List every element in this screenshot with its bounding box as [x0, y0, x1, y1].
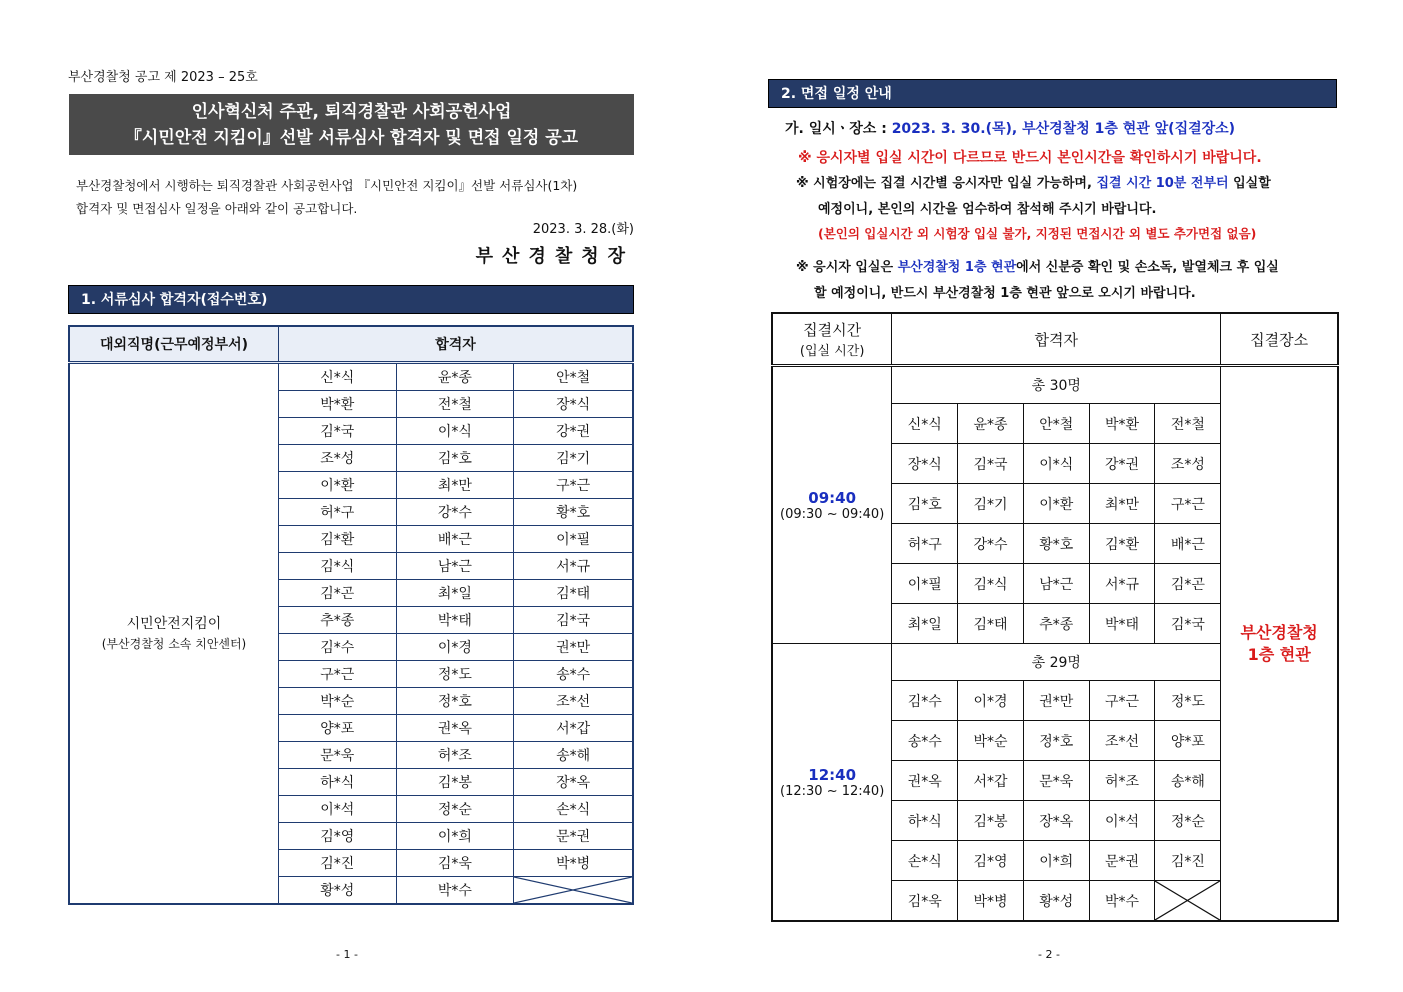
- passer-cell: 김*곤: [279, 580, 397, 607]
- passer-cell: 하*식: [892, 801, 958, 841]
- passer-cell: 양*포: [279, 715, 397, 742]
- title-line-2: 『시민안전 지킴이』선발 서류심사 합격자 및 면접 일정 공고: [124, 128, 579, 148]
- passer-cell: 정*도: [396, 661, 514, 688]
- note1-part-d: 예정이니, 본인의 시간을 엄수하여 참석해 주시기 바랍니다.: [818, 202, 1157, 217]
- col-place-header: 집결장소: [1221, 313, 1338, 366]
- group-count: 총 30명: [892, 366, 1221, 404]
- note1-part-c: 입실할: [1233, 176, 1271, 191]
- passer-cell: 손*식: [514, 796, 633, 823]
- time-cell: [772, 644, 892, 922]
- passer-cell: 이*경: [396, 634, 514, 661]
- note1-part-b: 집결 시간 10분 전부터: [1096, 176, 1229, 191]
- passer-cell: 강*권: [1089, 444, 1155, 484]
- passer-cell: 남*근: [1023, 564, 1089, 604]
- passer-cell: 문*권: [514, 823, 633, 850]
- passer-cell: 허*조: [1089, 761, 1155, 801]
- passer-cell: 전*철: [1155, 404, 1221, 444]
- passer-cell: 권*옥: [396, 715, 514, 742]
- passer-cell: 이*환: [279, 472, 397, 499]
- passer-cell: 송*해: [514, 742, 633, 769]
- passer-cell: 김*환: [279, 526, 397, 553]
- passer-cell: 강*수: [396, 499, 514, 526]
- passer-cell: 김*진: [279, 850, 397, 877]
- intro-text: [76, 174, 636, 220]
- section1-heading: 1. 서류심사 합격자(접수번호): [68, 285, 634, 314]
- signature: 부산경찰청장: [475, 246, 634, 267]
- passer-cell: 황*호: [514, 499, 633, 526]
- org-sub: (부산경찰청 소속 치안센터): [101, 636, 247, 651]
- title-line-1: 인사혁신처 주관, 퇴직경찰관 사회공헌사업: [191, 102, 512, 122]
- passer-cell: 최*만: [396, 472, 514, 499]
- passer-cell: 송*수: [892, 721, 958, 761]
- passer-cell: 김*국: [279, 418, 397, 445]
- passer-cell: 김*국: [958, 444, 1024, 484]
- passer-cell: 박*순: [279, 688, 397, 715]
- intro-line-2: 합격자 및 면접심사 일정을 아래와 같이 공고합니다.: [76, 201, 358, 216]
- passer-cell: 신*식: [279, 363, 397, 391]
- passer-cell: 송*해: [1155, 761, 1221, 801]
- assembly-time: 12:40: [808, 765, 857, 784]
- passer-cell: 박*순: [958, 721, 1024, 761]
- passer-cell: 이*경: [958, 681, 1024, 721]
- place-line-2: 1층 현관: [1247, 644, 1311, 664]
- title-box: [69, 94, 634, 155]
- empty-cell-cross: [514, 877, 632, 903]
- note2-part-d: 할 예정이니, 반드시 부산경찰청 1층 현관 앞으로 오시기 바랍니다.: [814, 286, 1196, 301]
- passer-cell: 장*옥: [514, 769, 633, 796]
- passer-cell: 추*종: [1023, 604, 1089, 644]
- schedule-line: [785, 118, 1235, 138]
- passer-cell: 김*진: [1155, 841, 1221, 881]
- passer-cell: 이*필: [892, 564, 958, 604]
- passer-cell: 문*권: [1089, 841, 1155, 881]
- passer-cell: 손*식: [892, 841, 958, 881]
- passer-cell: 이*환: [1023, 484, 1089, 524]
- passer-cell: 이*석: [279, 796, 397, 823]
- passer-cell: 구*근: [1155, 484, 1221, 524]
- passer-cell: 김*호: [396, 445, 514, 472]
- passer-cell: 김*곤: [1155, 564, 1221, 604]
- entry-range: (12:30 ~ 12:40): [780, 783, 885, 799]
- passer-cell: 조*선: [514, 688, 633, 715]
- passer-cell: 서*갑: [514, 715, 633, 742]
- passer-cell: 황*호: [1023, 524, 1089, 564]
- warning-text: ※ 응시자별 입실 시간이 다르므로 반드시 본인시간을 확인하시기 바랍니다.: [798, 150, 1262, 166]
- passer-cell: 안*철: [514, 363, 633, 391]
- passer-cell: 전*철: [396, 391, 514, 418]
- schedule-value: 2023. 3. 30.(목), 부산경찰청 1층 현관 앞(집결장소): [891, 121, 1236, 137]
- passer-cell: 서*갑: [958, 761, 1024, 801]
- section2-heading: 2. 면접 일정 안내: [768, 79, 1337, 108]
- place-line-1: 부산경찰청: [1240, 622, 1318, 642]
- passer-cell: 김*수: [892, 681, 958, 721]
- passer-cell: 구*근: [279, 661, 397, 688]
- passer-cell: 황*성: [1023, 881, 1089, 922]
- empty-cell-cross: [1155, 881, 1220, 920]
- col-passers-header: 합격자: [279, 326, 634, 363]
- assembly-time: 09:40: [808, 488, 857, 507]
- passer-cell: 김*영: [958, 841, 1024, 881]
- note1-part-e: (본인의 입실시간 외 시험장 입실 불가, 지정된 면접시간 외 별도 추가면접 없음): [818, 226, 1257, 241]
- passer-cell: 박*병: [514, 850, 633, 877]
- page-number-2: - 2 -: [1038, 948, 1060, 961]
- passer-cell: 김*기: [514, 445, 633, 472]
- passer-cell: 김*봉: [958, 801, 1024, 841]
- passer-cell: 김*기: [958, 484, 1024, 524]
- passer-cell: 배*근: [396, 526, 514, 553]
- passer-cell: 이*식: [396, 418, 514, 445]
- passer-cell: 김*봉: [396, 769, 514, 796]
- passer-cell: 권*만: [514, 634, 633, 661]
- schedule-table: [771, 312, 1339, 922]
- passer-cell: 신*식: [892, 404, 958, 444]
- passer-cell: 정*도: [1155, 681, 1221, 721]
- intro-line-1: 부산경찰청에서 시행하는 퇴직경찰관 사회공헌사업 『시민안전 지킴이』선발 서류심사(1차): [76, 178, 578, 193]
- passer-cell: 권*옥: [892, 761, 958, 801]
- passer-cell: 장*옥: [1023, 801, 1089, 841]
- table-row: [69, 363, 633, 391]
- passer-cell: 구*근: [1089, 681, 1155, 721]
- passer-cell: 남*근: [396, 553, 514, 580]
- entry-range: (09:30 ~ 09:40): [780, 506, 885, 522]
- col-org-header: 대외직명(근무예정부서): [69, 326, 279, 363]
- passer-cell: 서*규: [1089, 564, 1155, 604]
- passer-cell: 송*수: [514, 661, 633, 688]
- place-cell: [1221, 366, 1338, 922]
- passer-cell: 박*병: [958, 881, 1024, 922]
- passer-cell: 이*석: [1089, 801, 1155, 841]
- passer-cell: 윤*종: [396, 363, 514, 391]
- passer-cell: 구*근: [514, 472, 633, 499]
- passer-cell: 문*욱: [1023, 761, 1089, 801]
- org-name: 시민안전지킴이: [126, 615, 222, 632]
- col-time-sub: (입실 시간): [799, 344, 865, 359]
- group-count: 총 29명: [892, 644, 1221, 681]
- passer-cell: 양*포: [1155, 721, 1221, 761]
- passer-cell: 이*희: [396, 823, 514, 850]
- passer-cell: 김*욱: [892, 881, 958, 922]
- passer-cell: 이*희: [1023, 841, 1089, 881]
- note2-part-c: 에서 신분증 확인 및 손소독, 발열체크 후 입실: [1016, 260, 1279, 275]
- time-cell: [772, 366, 892, 644]
- passer-cell: 최*일: [396, 580, 514, 607]
- note-1: [796, 171, 1337, 245]
- passers-table: [68, 325, 634, 905]
- passer-cell: 김*수: [279, 634, 397, 661]
- passer-cell: 조*선: [1089, 721, 1155, 761]
- org-cell: [69, 363, 279, 905]
- passer-cell: 이*식: [1023, 444, 1089, 484]
- note-2: [796, 255, 1337, 307]
- passer-cell: 박*환: [279, 391, 397, 418]
- passer-cell: 박*태: [1089, 604, 1155, 644]
- schedule-table-body: [772, 366, 1338, 922]
- passer-cell: 윤*종: [958, 404, 1024, 444]
- passer-cell: 정*호: [1023, 721, 1089, 761]
- col-time-label: 집결시간: [803, 321, 862, 339]
- passer-cell: 조*성: [1155, 444, 1221, 484]
- passer-cell: 최*만: [1089, 484, 1155, 524]
- notice-number: 부산경찰청 공고 제 2023 – 25호: [68, 70, 258, 85]
- passer-cell: 강*수: [958, 524, 1024, 564]
- passer-cell: 조*성: [279, 445, 397, 472]
- passer-cell: 박*수: [1089, 881, 1155, 922]
- passer-cell: 정*순: [396, 796, 514, 823]
- passer-cell: 김*식: [958, 564, 1024, 604]
- passer-cell: 문*욱: [279, 742, 397, 769]
- passers-table-body: [69, 363, 633, 905]
- col-time-header: [772, 313, 892, 366]
- passer-cell: 김*태: [514, 580, 633, 607]
- empty-cell: [1155, 881, 1221, 922]
- passer-cell: 박*수: [396, 877, 514, 905]
- passer-cell: 김*국: [514, 607, 633, 634]
- passer-cell: 배*근: [1155, 524, 1221, 564]
- passer-cell: 권*만: [1023, 681, 1089, 721]
- passer-cell: 하*식: [279, 769, 397, 796]
- passer-cell: 박*태: [396, 607, 514, 634]
- passer-cell: 김*욱: [396, 850, 514, 877]
- passer-cell: 김*식: [279, 553, 397, 580]
- passer-cell: 장*식: [892, 444, 958, 484]
- passer-cell: 허*조: [396, 742, 514, 769]
- passer-cell: 정*호: [396, 688, 514, 715]
- passer-cell: 허*구: [279, 499, 397, 526]
- passer-cell: 김*환: [1089, 524, 1155, 564]
- col-passers2-header: 합격자: [892, 313, 1221, 366]
- empty-cell: [514, 877, 633, 905]
- schedule-label: 가. 일시ㆍ장소 :: [785, 121, 887, 137]
- passer-cell: 정*순: [1155, 801, 1221, 841]
- passer-cell: 박*환: [1089, 404, 1155, 444]
- note2-part-b: 부산경찰청 1층 현관: [897, 260, 1017, 275]
- passer-cell: 김*국: [1155, 604, 1221, 644]
- notice-date: 2023. 3. 28.(화): [532, 222, 634, 237]
- passer-cell: 안*철: [1023, 404, 1089, 444]
- passer-cell: 추*종: [279, 607, 397, 634]
- passer-cell: 최*일: [892, 604, 958, 644]
- passer-cell: 강*권: [514, 418, 633, 445]
- page-number-1: - 1 -: [336, 948, 358, 961]
- passer-cell: 황*성: [279, 877, 397, 905]
- passer-cell: 이*필: [514, 526, 633, 553]
- note1-part-a: ※ 시험장에는 집결 시간별 응시자만 입실 가능하며,: [796, 176, 1092, 191]
- passer-cell: 김*태: [958, 604, 1024, 644]
- note2-part-a: ※ 응시자 입실은: [796, 260, 894, 275]
- passer-cell: 김*영: [279, 823, 397, 850]
- passer-cell: 김*호: [892, 484, 958, 524]
- passer-cell: 서*규: [514, 553, 633, 580]
- group-count-row: [772, 366, 1338, 404]
- passer-cell: 장*식: [514, 391, 633, 418]
- passer-cell: 허*구: [892, 524, 958, 564]
